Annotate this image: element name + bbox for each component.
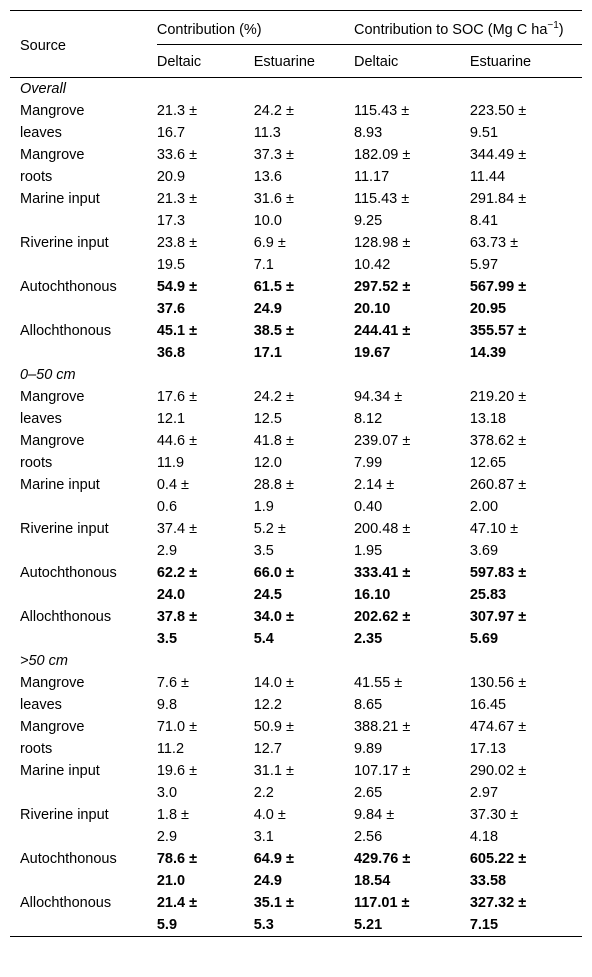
table-row	[10, 716, 582, 760]
source-cell: Autochthonous	[20, 565, 117, 581]
value-cell: 47.10 ± 3.69	[469, 521, 519, 559]
value-cell: 115.43 ± 8.93	[353, 103, 410, 141]
source-cell: Riverine input	[20, 235, 109, 251]
section-title: Overall	[20, 81, 66, 97]
value-cell: 33.6 ± 20.9	[156, 147, 198, 185]
table-row	[10, 804, 582, 848]
value-cell: 24.2 ± 12.5	[253, 389, 294, 427]
source-cell: Allochthonous	[20, 323, 112, 339]
value-cell: 182.09 ± 11.17	[353, 147, 411, 185]
value-cell: 117.01 ± 5.21	[354, 892, 470, 937]
value-cell: 7.6 ± 9.8	[156, 675, 190, 713]
value-cell: 9.84 ± 2.56	[353, 807, 395, 845]
source-cell: Mangrove leaves	[20, 103, 85, 141]
value-cell: 37.8 ± 3.5	[156, 609, 198, 647]
value-cell: 64.9 ± 24.9	[253, 851, 294, 889]
source-cell: Mangrove leaves	[20, 675, 85, 713]
value-cell: 37.4 ± 2.9	[156, 521, 198, 559]
section-title: >50 cm	[20, 653, 68, 669]
source-cell: Marine input	[20, 477, 100, 493]
value-cell: 6.9 ± 7.1	[253, 235, 286, 273]
contribution-pct-header: Contribution (%)	[157, 11, 354, 45]
source-cell: Autochthonous	[20, 851, 117, 867]
value-cell: 605.22 ± 33.58	[469, 851, 527, 889]
table-row	[10, 188, 582, 232]
value-cell: 219.20 ± 13.18	[469, 389, 527, 427]
source-cell: Mangrove roots	[20, 147, 85, 185]
value-cell: 244.41 ± 19.67	[353, 323, 411, 361]
value-cell: 291.84 ± 8.41	[469, 191, 527, 229]
value-cell: 355.57 ± 14.39	[469, 323, 527, 361]
value-cell: 597.83 ± 25.83	[469, 565, 527, 603]
section-title: 0–50 cm	[20, 367, 76, 383]
table-row	[10, 232, 582, 276]
value-cell: 128.98 ± 10.42	[353, 235, 411, 273]
value-cell: 61.5 ± 24.9	[253, 279, 294, 317]
table-row	[10, 320, 582, 364]
value-cell: 44.6 ± 11.9	[156, 433, 198, 471]
value-cell: 34.0 ± 5.4	[253, 609, 294, 647]
table-body	[10, 78, 582, 937]
value-cell: 327.32 ± 7.15	[470, 892, 582, 937]
value-cell: 115.43 ± 9.25	[353, 191, 410, 229]
table-row	[10, 386, 582, 430]
table-row	[10, 276, 582, 320]
value-cell: 17.6 ± 12.1	[156, 389, 198, 427]
value-cell: 63.73 ± 5.97	[469, 235, 519, 273]
contribution-soc-header: Contribution to SOC (Mg C $ha^{-1}$)	[354, 11, 582, 45]
table-row	[10, 430, 582, 474]
value-cell: 62.2 ± 24.0	[156, 565, 198, 603]
value-cell: 107.17 ± 2.65	[353, 763, 411, 801]
source-cell: Riverine input	[20, 521, 109, 537]
value-cell: 429.76 ± 18.54	[353, 851, 411, 889]
value-cell: 567.99 ± 20.95	[469, 279, 527, 317]
table-row	[10, 562, 582, 606]
table-row	[10, 760, 582, 804]
table-row	[10, 672, 582, 716]
value-cell: 474.67 ± 17.13	[469, 719, 527, 757]
value-cell: 2.14 ± 0.40	[353, 477, 395, 515]
value-cell: 21.3 ± 16.7	[156, 103, 198, 141]
source-cell: Autochthonous	[20, 279, 117, 295]
value-cell: 388.21 ± 9.89	[353, 719, 411, 757]
value-cell: 35.1 ± 5.3	[254, 892, 354, 937]
source-cell: Allochthonous	[10, 892, 157, 937]
value-cell: 71.0 ± 11.2	[156, 719, 198, 757]
value-cell: 5.2 ± 3.5	[253, 521, 286, 559]
source-cell: Marine input	[20, 763, 100, 779]
value-cell: 19.6 ± 3.0	[156, 763, 198, 801]
value-cell: 307.97 ± 5.69	[469, 609, 527, 647]
source-cell: Mangrove leaves	[20, 389, 85, 427]
value-cell: 344.49 ± 11.44	[469, 147, 527, 185]
source-header: Source	[10, 11, 157, 78]
source-cell: Marine input	[20, 191, 100, 207]
value-cell: 223.50 ± 9.51	[469, 103, 527, 141]
value-cell: 45.1 ± 36.8	[156, 323, 198, 361]
value-cell: 31.6 ± 10.0	[253, 191, 294, 229]
value-cell: 14.0 ± 12.2	[253, 675, 294, 713]
table-row	[10, 144, 582, 188]
source-cell: Allochthonous	[20, 609, 112, 625]
value-cell: 41.55 ± 8.65	[353, 675, 403, 713]
source-cell: Riverine input	[20, 807, 109, 823]
value-cell: 24.2 ± 11.3	[253, 103, 294, 141]
source-cell: Mangrove roots	[20, 433, 85, 471]
value-cell: 50.9 ± 12.7	[253, 719, 294, 757]
value-cell: 37.3 ± 13.6	[253, 147, 294, 185]
value-cell: 290.02 ± 2.97	[469, 763, 527, 801]
value-cell: 94.34 ± 8.12	[353, 389, 403, 427]
value-cell: 41.8 ± 12.0	[253, 433, 294, 471]
value-cell: 23.8 ± 19.5	[156, 235, 198, 273]
value-cell: 54.9 ± 37.6	[156, 279, 198, 317]
value-cell: 239.07 ± 7.99	[353, 433, 411, 471]
deltaic-soc-header: Deltaic	[354, 45, 470, 78]
value-cell: 28.8 ± 1.9	[253, 477, 294, 515]
table-row	[10, 892, 582, 937]
value-cell: 200.48 ± 1.95	[353, 521, 411, 559]
value-cell: 4.0 ± 3.1	[253, 807, 286, 845]
source-cell: Mangrove roots	[20, 719, 85, 757]
contribution-table	[10, 10, 582, 937]
table-row	[10, 100, 582, 144]
value-cell: 378.62 ± 12.65	[469, 433, 527, 471]
table-row	[10, 848, 582, 892]
value-cell: 1.8 ± 2.9	[156, 807, 190, 845]
value-cell: 21.4 ± 5.9	[157, 892, 254, 937]
table-row	[10, 518, 582, 562]
value-cell: 260.87 ± 2.00	[469, 477, 527, 515]
deltaic-pct-header: Deltaic	[157, 45, 254, 78]
value-cell: 37.30 ± 4.18	[469, 807, 519, 845]
value-cell: 0.4 ± 0.6	[156, 477, 190, 515]
estuarine-pct-header: Estuarine	[254, 45, 354, 78]
value-cell: 202.62 ± 2.35	[353, 609, 411, 647]
value-cell: 297.52 ± 20.10	[353, 279, 411, 317]
table-row	[10, 606, 582, 650]
value-cell: 78.6 ± 21.0	[156, 851, 198, 889]
value-cell: 38.5 ± 17.1	[253, 323, 294, 361]
estuarine-soc-header: Estuarine	[470, 45, 582, 78]
value-cell: 21.3 ± 17.3	[156, 191, 198, 229]
value-cell: 130.56 ± 16.45	[469, 675, 527, 713]
table-row	[10, 474, 582, 518]
value-cell: 66.0 ± 24.5	[253, 565, 294, 603]
value-cell: 31.1 ± 2.2	[253, 763, 294, 801]
value-cell: 333.41 ± 16.10	[353, 565, 411, 603]
